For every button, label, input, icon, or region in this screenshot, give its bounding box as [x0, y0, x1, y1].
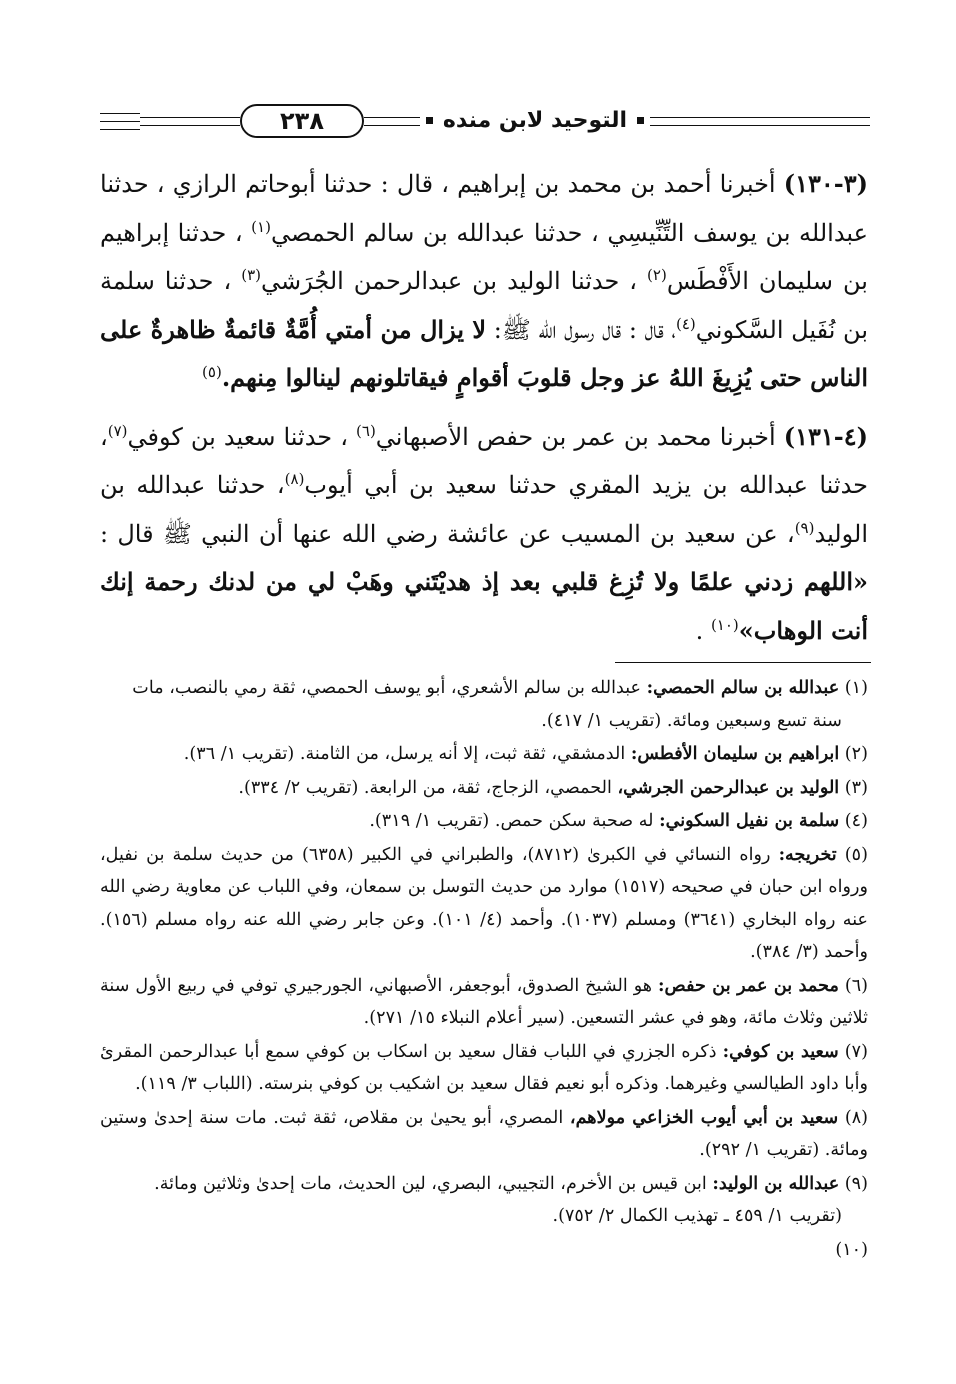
hadith-paragraph: [100, 413, 868, 656]
footnote-text: الدمشقي، ثقة ثبت، إلا أنه يرسل، من الثامنة. (تقريب ١/ ٣٦).: [183, 744, 631, 764]
main-text: [100, 160, 868, 665]
footnote-number: (١٠): [835, 1239, 868, 1260]
header-rule-mid-1: [364, 117, 426, 118]
footnote-narrator: محمد بن عمر بن حفص:: [658, 974, 839, 996]
footnote-ref[interactable]: (١٠): [710, 615, 739, 634]
footnote-ref[interactable]: (٦): [356, 421, 376, 440]
header-rule-far-2: [646, 125, 870, 126]
footnote-continuation: (تقريب ١/ ٤٥٩ ـ تهذيب الكمال ٢/ ٧٥٢).: [552, 1206, 842, 1226]
footnote-text: المصري، أبو يحيىٰ بن مقلاص، ثقة ثبت. مات سنة إحدىٰ وستين ومائة. (تقريب ١/ ٢٩٢).: [100, 1107, 868, 1160]
footnote-ref[interactable]: (٢): [647, 266, 667, 284]
isnad-text: ، حدثنا عبدالله بن يزيد المقري حدثنا سعيد بن أبي أيوب: [100, 422, 868, 499]
header-rule-left-3: [100, 129, 140, 130]
footnote-text: رواه النسائي في الكبرىٰ (٨٧١٢)، والطبراني في الكبير (٦٣٥٨) من حديث سلمة بن نفيل، ورواه ابن حبان في صحيحه (١٥١٧) موارد من حديث التوسل بن سمعان، وفي اللباب عن معاوية رضي الله عنه رواه البخاري (٣٦٤١) ومسلم (١٠٣٧). وأحمد (٤/ ١٠١). وعن جابر رضي الله عنه رواه مسلم (١٥٦). وأحمد (٣/ ٣٨٤).: [100, 844, 868, 962]
footnote-separator: [615, 662, 871, 663]
footnote-text: ذكره الجزري في اللباب فقال سعيد بن اسكاب بن كوفي سمع أبا عبدالرحمن المقرئ وأبا داود الطيالسي وغيرهما. وذكره أبو نعيم فقال سعيد بن اشكيب بن كوفي بنرسته. (اللباب ٣/ ١١٩).: [100, 1041, 868, 1094]
isnad-text: ، عن سعيد بن المسيب عن عائشة رضي الله عنها أن النبي ﷺ قال :: [100, 519, 795, 548]
footnote-number: (٨): [844, 1107, 869, 1128]
footnote-number: (٤): [844, 811, 868, 831]
isnad-text: ، حدثنا سلمة بن نُفَيل السَّكوني: [100, 267, 868, 344]
header-rule-mid-2: [364, 125, 426, 126]
footnote-item: [100, 738, 868, 771]
footnote-item: [100, 1168, 868, 1233]
footnote-number: (٣): [844, 777, 868, 798]
footnote-item: [100, 1102, 868, 1167]
header-rule-left-1: [100, 113, 140, 114]
footnote-narrator: سعيد بن أبي أيوب الخزاعي مولاهم،: [569, 1106, 839, 1128]
end-mark: .: [695, 616, 711, 645]
matn-text: «اللهم زدني علمًا ولا تُزِغ قلبي بعد إذ هديْتَني وهَبْ لي من لدنك رحمة إنك أنت الوهاب»: [100, 567, 868, 645]
page-number: ٢٣٨: [240, 104, 364, 138]
footnote-item: [100, 839, 868, 969]
footnote-text: عبدالله بن سالم الأشعري، أبو يوسف الحمصي، ثقة رمي بالنصب، مات: [132, 678, 647, 698]
matn-text: لا يزال من أمتي أُمَّةٌ قائمةٌ ظاهرةٌ على الناس حتى يُزِيغَ اللهُ عز وجل قلوبَ أقوامٍ فيقاتلونهم لينالوا مِنهم.: [100, 314, 868, 392]
header-rule-right-1: [140, 117, 240, 118]
footnote-continuation: سنة تسع وسبعين ومائة. (تقريب ١/ ٤١٧).: [541, 710, 842, 731]
footnote-text: هو الشيخ الصدوق، أبوجعفر، الأصبهاني، الجورجيري توفي في ربيع الأول سنة ثلاثين وثلاث مائة، وهو في عشر التسعين. (سير أعلام النبلاء ١٥/ ٢٧١).: [100, 975, 868, 1028]
footnote-number: (٥): [844, 844, 868, 865]
header-rule-right-2: [140, 125, 240, 126]
isnad-text: أخبرنا أحمد بن محمد بن إبراهيم ، قال : حدثنا أبوحاتم الرازي ، حدثنا عبدالله بن يوسف التِّنِّيسِي ، حدثنا عبدالله بن سالم الحمصي: [100, 170, 868, 247]
footnotes: [100, 672, 868, 1267]
footnote-item: [100, 970, 868, 1035]
footnote-narrator: الوليد بن عبدالرحمن الجرشي،: [617, 776, 840, 798]
page-header: [100, 98, 870, 144]
footnote-number: (٢): [844, 744, 868, 764]
footnote-ref[interactable]: (٩): [794, 518, 815, 537]
isnad-text: ، حدثنا عبدالله بن الوليد: [100, 471, 868, 548]
book-title: التوحيد لابن منده: [442, 107, 628, 133]
footnote-item: [100, 805, 868, 838]
footnote-number: (١): [844, 678, 868, 698]
footnote-item: [100, 1234, 868, 1267]
footnote-narrator: ابراهيم بن سليمان الأفطس:: [630, 743, 840, 764]
footnote-narrator: تخريجه:: [778, 843, 837, 865]
footnote-ref[interactable]: (٨): [284, 470, 305, 488]
isnad-text: ، قال : قال رسول الله ﷺ:: [486, 315, 676, 344]
footnote-text: له صحبة سكن حمص. (تقريب ١/ ٣١٩).: [369, 811, 660, 831]
footnote-ref[interactable]: (٥): [202, 363, 222, 381]
footnote-item: [100, 1036, 868, 1101]
footnote-number: (٧): [844, 1041, 868, 1062]
footnote-ref[interactable]: (٧): [107, 421, 128, 440]
footnote-text: ابن قيس بن الأخرم، التجيبي، البصري، لين الحديث، مات إحدىٰ وثلاثين ومائة.: [154, 1173, 713, 1194]
footnote-text: الحمصي، الزجاج، ثقة، من الرابعة. (تقريب ٢/ ٣٣٤).: [238, 777, 618, 798]
footnote-narrator: سلمة بن نفيل السكوني:: [659, 810, 840, 831]
hadith-number: (٣-١٣٠): [783, 169, 868, 198]
square-ornament-icon: [637, 117, 644, 124]
footnote-number: (٩): [844, 1173, 868, 1194]
hadith-paragraph: [100, 160, 868, 403]
footnote-number: (٦): [844, 975, 869, 996]
hadith-number: (٤-١٣١): [783, 421, 868, 451]
square-ornament-icon: [426, 117, 433, 124]
footnote-ref[interactable]: (٤): [675, 314, 696, 333]
header-rule-far-1: [646, 117, 870, 118]
header-rule-left-2: [100, 121, 140, 122]
footnote-item: [100, 672, 868, 737]
footnote-ref[interactable]: (١): [251, 217, 271, 236]
isnad-text: ، حدثنا سعيد بن كوفي: [127, 422, 357, 451]
isnad-text: ، حدثنا الوليد بن عبدالرحمن الجُرَشي: [260, 267, 648, 295]
footnote-ref[interactable]: (٣): [241, 266, 261, 284]
footnote-narrator: عبدالله بن الوليد:: [712, 1172, 840, 1194]
isnad-text: ، حدثنا إبراهيم بن سليمان الأَفْطَس: [100, 218, 868, 295]
footnote-narrator: عبدالله بن سالم الحمصي:: [646, 677, 840, 698]
footnote-narrator: سعيد بن كوفي:: [722, 1040, 839, 1062]
footnote-item: [100, 772, 868, 805]
running-title: [420, 102, 650, 138]
isnad-text: أخبرنا محمد بن عمر بن حفص الأصبهاني: [375, 422, 784, 451]
